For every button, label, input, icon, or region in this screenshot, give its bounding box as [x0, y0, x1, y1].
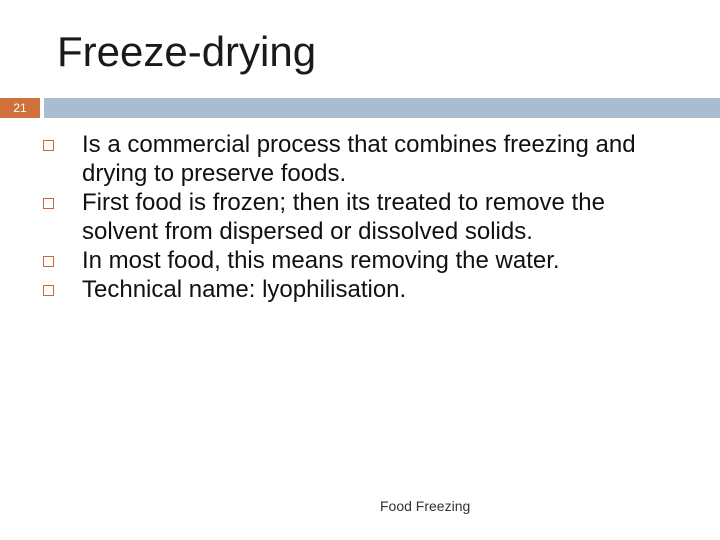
square-bullet-icon: [43, 256, 54, 267]
square-bullet-icon: [43, 285, 54, 296]
title-divider-bar: [44, 98, 720, 118]
slide-number: 21: [0, 98, 40, 118]
bullet-text: Is a commercial process that combines freezing and drying to preserve foods.: [82, 131, 636, 187]
bullet-text: First food is frozen; then its treated to remove the solvent from dispersed or dissolved solids.: [82, 189, 605, 245]
square-bullet-icon: [43, 140, 54, 151]
bullet-list: [43, 130, 683, 304]
bullet-text: In most food, this means removing the water.: [82, 247, 560, 274]
bullet-item: [43, 188, 683, 246]
square-bullet-icon: [43, 198, 54, 209]
bullet-item: [43, 130, 683, 188]
bullet-item: [43, 275, 683, 304]
slide-title: Freeze-drying: [57, 28, 317, 75]
bullet-text: Technical name: lyophilisation.: [82, 276, 407, 303]
bullet-item: [43, 246, 683, 275]
slide-footer: Food Freezing: [380, 498, 471, 514]
